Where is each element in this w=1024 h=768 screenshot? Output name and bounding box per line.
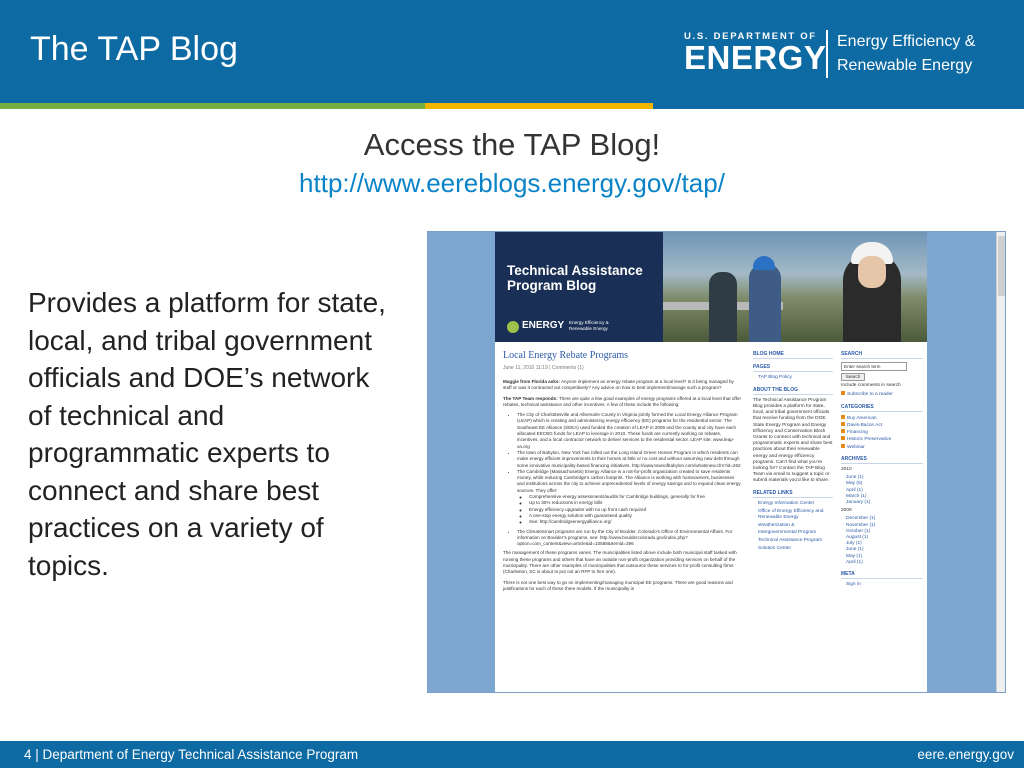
list-item: • The town of Babylon, New York has rolled out the Long Island Green Homes Program in which residents can make energy efficient improvements to their homes at little or no cost and without assuming new debt through some innovative municipality-based financing initiatives. http://www.townofbabylon.com/whatsnew.cfm?id=262 [517,450,741,469]
archive-month[interactable]: April (1) [846,487,863,493]
banner-logo-eere: Energy Efficiency & Renewable Energy [569,320,609,331]
rss-icon [841,415,845,419]
rss-icon [841,444,845,448]
archive-month[interactable]: August (1) [846,535,869,541]
accent-stripe-yellow [425,103,653,109]
list-item: ◦ Energy efficiency upgrades with no up front cash required [529,507,741,513]
blog-banner-title: Technical Assistance Program Blog [507,263,643,293]
sidebar-left [753,346,833,554]
rss-icon [841,436,845,440]
list-item-text: The Cambridge (Massachusetts) Energy Alliance is a not-for-profit organization created to save residents money, while reducing Cambridge’s carbon footprint. The Alliance is working with homeowners, businesses and institutions across the city to achieve unprecedented levels of energy savings and to expand clean energy sources. They offer: [517,468,741,493]
post-bullet-list [517,412,741,547]
blog-screenshot [427,231,1006,693]
meta-heading: META [841,571,923,579]
scroll-thumb [998,236,1006,296]
archive-month[interactable]: March (1) [846,493,867,499]
sidebar-right [841,346,923,588]
accent-stripe-blue [653,103,1024,109]
category-item[interactable] [841,436,923,443]
archive-month[interactable]: July (1) [846,541,862,547]
post-meta: June 11, 2010 11:19 | Comments (1) [503,365,584,371]
archive-month[interactable]: January (1) [846,500,871,506]
archive-year[interactable]: 2009 [841,508,852,514]
slide-footer [0,741,1024,768]
rss-icon [841,429,845,433]
pages-link[interactable]: TAP Blog Policy [758,375,792,381]
category-label: Davis-Bacon Act [847,423,883,429]
related-link[interactable]: Energy Information Center [758,500,815,506]
archive-month[interactable]: May (1) [846,553,863,559]
archive-year[interactable]: 2010 [841,467,852,473]
archive-month[interactable]: June (1) [846,547,864,553]
eere-office-line1: Energy Efficiency & [837,33,976,50]
archive-month[interactable]: October (1) [846,528,871,534]
slide-header [0,0,1024,103]
doe-seal-icon [507,321,519,333]
archives-heading: ARCHIVES [841,456,923,464]
archive-month[interactable]: December (1) [846,516,876,522]
answer-label: The TAP Team responds: [503,395,558,401]
banner-logo-energy: ENERGY [522,320,565,331]
doe-logo-department: U.S. DEPARTMENT OF [684,31,817,42]
slide-title: The TAP Blog [30,30,238,68]
photo-hardhat [753,256,775,270]
blog-page [495,232,927,693]
question-label: Maggie from Florida asks: [503,379,560,384]
list-item: ◦ Up to 30% reductions in energy bills [529,500,741,506]
post-sub-bullet-list [529,494,741,525]
doe-logo [684,31,827,76]
category-item[interactable] [841,444,923,451]
related-links-heading: RELATED LINKS [753,490,833,498]
list-item: • The ClimateSmart programs are run by the City of Boulder, Colorado’s Office of Environmental Affairs. For information on Boulder’s programs, see: http://www.bouldercolorado.gov/index.php?option=com_content&view=article&id=10588&Itemid=396 [517,529,741,548]
category-label: Buy American [847,415,877,421]
list-item: ◦ Comprehensive energy assessments/audits for Cambridge buildings, generally for free [529,494,741,500]
search-comments-checkbox[interactable]: Include comments in search [841,383,901,389]
banner-doe-logo [507,319,637,337]
rss-icon [841,422,845,426]
eere-office-line2: Renewable Energy [837,57,973,74]
category-label: Webinar [847,444,865,450]
about-heading: ABOUT THE BLOG [753,387,833,395]
description-text: Provides a platform for state, local, and tribal government officials and DOE’s network of technical and programmatic experts to connect and share best practices on a variety of topics. [28,287,386,581]
archive-month[interactable]: June (1) [846,475,864,481]
post-title[interactable]: Local Energy Rebate Programs [503,350,629,361]
blog-home-link[interactable]: BLOG HOME [753,351,833,359]
banner-photo [663,232,927,342]
related-link[interactable]: Technical Assistance Program [758,537,822,543]
category-item[interactable] [841,422,923,429]
post-paragraph: The management of these programs varies. The municipalities listed above include both municipal staff tasked with running these programs and others that have an outside non-profit organization providing services on behalf of the municipality. There are other examples of municipalities that outsource these services to for-profit consulting firms (Charleston, SC is about to put out an RFP to hire one). [503,550,737,575]
blog-url-link[interactable]: http://www.eereblogs.energy.gov/tap/ [299,168,725,198]
blog-banner [495,232,927,342]
access-heading: Access the TAP Blog! [363,127,661,162]
question-text: Anyone implement an energy rebate program at a local level? Is it being managed by staff or was it contracted out competitively? Any advice on how to best implement/manage such a program? [503,379,734,391]
logo-divider [826,30,828,78]
categories-heading: CATEGORIES [841,404,923,412]
photo-person [709,272,737,342]
list-item [517,469,741,526]
related-link[interactable]: Solution Center [758,546,792,552]
post-body [503,379,741,596]
doe-logo-energy: ENERGY [684,39,827,76]
category-label: Financing [847,430,868,436]
list-item: ◦ A one-stop energy solution with guaranteed quality [529,513,741,519]
search-input[interactable]: Enter search term [841,362,907,371]
photo-face [858,256,886,288]
archive-month[interactable]: May (5) [846,481,863,487]
search-button[interactable]: Search [841,373,865,381]
related-link[interactable]: Office of Energy Efficiency and Renewable Energy [758,509,824,521]
list-item: ◦ See: http://cambridgeenergyalliance.org/ [529,519,741,525]
accent-stripe-green [0,103,425,109]
category-item[interactable] [841,429,923,436]
screenshot-scrollbar [996,232,1006,693]
subscribe-link[interactable] [841,391,923,398]
answer-text: There are quite a few good examples of energy programs offered at a local level that offer rebates, technical assistance and other incentives. A few of these include the following: [503,395,741,407]
archive-month[interactable]: April (1) [846,559,863,565]
category-item[interactable] [841,415,923,422]
related-link[interactable]: Weatherization & Intergovernmental Program [758,523,817,535]
footer-page-label: 4 | Department of Energy Technical Assistance Program [24,747,359,762]
rss-icon [841,391,845,395]
subscribe-label: Subscribe to a reader [847,392,893,398]
photo-person [749,264,781,342]
archive-month[interactable]: November (1) [846,522,876,528]
category-label: Historic Preservation [847,437,892,443]
sign-in-link[interactable]: Sign in [846,582,861,588]
search-heading: SEARCH [841,351,923,359]
pages-heading: PAGES [753,364,833,372]
footer-site-link[interactable]: eere.energy.gov [917,747,1014,762]
list-item: • The City of Charlottesville and Albemarle County in Virginia jointly formed the Local Energy Alliance Program (LEAP) which is creating and administering energy efficiency (EE) programs for the residential sector. The Southeast EE Alliance (SEEA) used funded the creation of LEAP in 2009 and the county and city have each allocated EECBG funds for LEAP to leverage in 2010. These funds are currently working on rebates, incentives, and a local contractor network to deliver services to the residential sector. LEAP site: www.leap-va.org [517,412,741,450]
about-text: The Technical Assistance Program Blog provides a platform for state, local, and tribal government officials that receive funding from the DOE State Energy Program and Energy Efficiency and Conservation Block Grants to connect with technical and programmatic experts and share best practices about their renewable energy and energy efficiency programs. Can’t find what you’re looking for? Contact the TAP Blog Team via email to suggest a topic or submit materials you’d like to share. [753,397,833,484]
post-paragraph: There is not one best way to go on implementing/managing municipal EE programs. There are good reasons and justifications for each of these three models. If the municipality is [503,579,733,591]
